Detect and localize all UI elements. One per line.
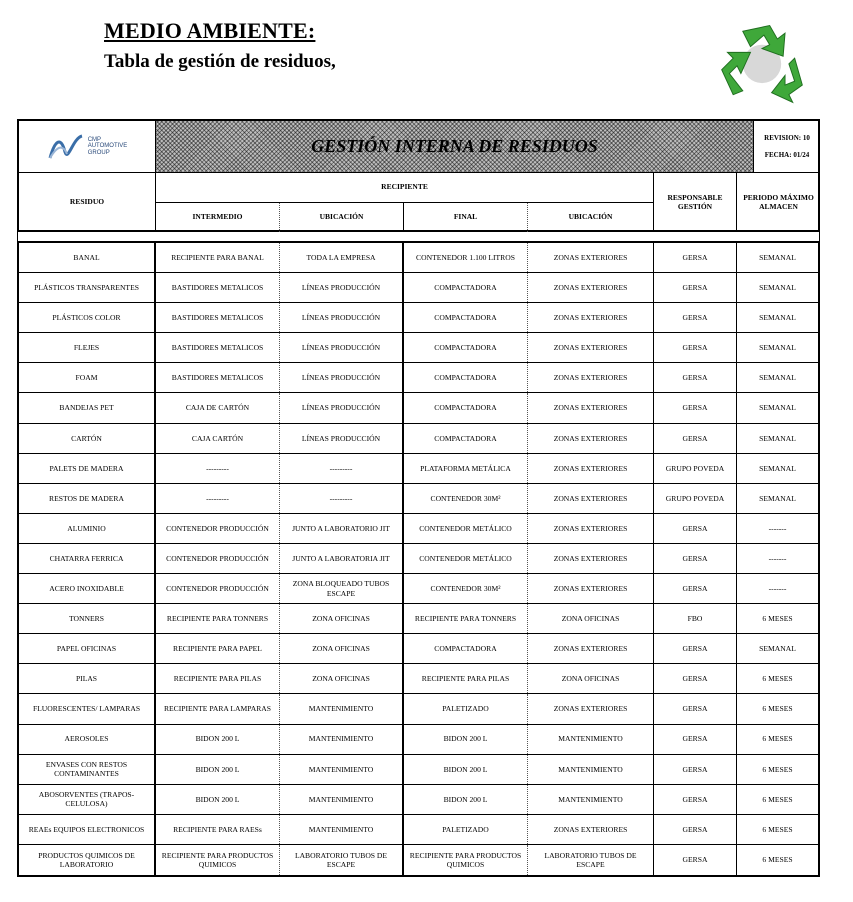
cell-ubicacion-1: ZONA OFICINAS [280, 664, 404, 693]
table-row [19, 393, 818, 423]
cell-ubicacion-1: LABORATORIO TUBOS DE ESCAPE [280, 845, 404, 875]
table-row [19, 845, 818, 875]
cell-ubicacion-1: LÍNEAS PRODUCCIÓN [280, 393, 404, 422]
col-final: FINAL [404, 203, 528, 232]
cell-ubicacion-2: ZONAS EXTERIORES [528, 514, 654, 543]
cell-ubicacion-1: JUNTO A LABORATORIA JIT [280, 544, 404, 573]
table-row [19, 544, 818, 574]
cell-final: CONTENEDOR METÁLICO [404, 544, 528, 573]
page-title: MEDIO AMBIENTE: [104, 18, 316, 43]
cell-ubicacion-1: JUNTO A LABORATORIO JIT [280, 514, 404, 543]
table-row [19, 454, 818, 484]
cell-residuo: PILAS [19, 664, 156, 693]
cell-ubicacion-2: ZONA OFICINAS [528, 664, 654, 693]
cell-periodo: SEMANAL [759, 373, 796, 383]
cell-responsable: GERSA [654, 725, 737, 754]
cell-periodo: 6 MESES [762, 734, 793, 744]
cell-ubicacion-2: ZONAS EXTERIORES [528, 303, 654, 332]
cell-ubicacion-1: MANTENIMIENTO [280, 815, 404, 844]
cell-final: BIDON 200 L [404, 755, 528, 784]
cell-intermedio: BASTIDORES METALICOS [156, 363, 280, 392]
table-row [19, 694, 818, 724]
cell-intermedio: BIDON 200 L [156, 725, 280, 754]
cell-periodo: 6 MESES [762, 674, 793, 684]
cell-intermedio: BASTIDORES METALICOS [156, 333, 280, 362]
cell-periodo: 6 MESES [762, 824, 793, 834]
cell-residuo: ALUMINIO [19, 514, 156, 543]
cell-ubicacion-2: MANTENIMIENTO [528, 755, 654, 784]
cell-ubicacion-2: ZONAS EXTERIORES [528, 243, 654, 272]
cell-final: CONTENEDOR 1.100 LITROS [404, 243, 528, 272]
cell-responsable: GERSA [654, 393, 737, 422]
cell-ubicacion-2: ZONAS EXTERIORES [528, 574, 654, 603]
cell-intermedio: RECIPIENTE PARA PILAS [156, 664, 280, 693]
cell-ubicacion-1: LÍNEAS PRODUCCIÓN [280, 424, 404, 453]
cell-residuo: CARTÓN [19, 424, 156, 453]
revision-label: REVISION: 10 [764, 134, 810, 143]
cell-final: COMPACTADORA [404, 273, 528, 302]
cell-ubicacion-2: MANTENIMIENTO [528, 725, 654, 754]
cell-responsable: FBO [654, 604, 737, 633]
table-row [19, 725, 818, 755]
cell-residuo: ABOSORVENTES (TRAPOS-CELULOSA) [19, 785, 156, 814]
cmp-logo-icon [47, 132, 85, 162]
cell-final: COMPACTADORA [404, 393, 528, 422]
cell-responsable: GERSA [654, 243, 737, 272]
company-logo [19, 121, 156, 172]
cell-ubicacion-2: ZONAS EXTERIORES [528, 815, 654, 844]
fecha-label: FECHA: 01/24 [764, 150, 810, 159]
cell-responsable: GERSA [654, 755, 737, 784]
cell-periodo: SEMANAL [759, 644, 796, 654]
cell-ubicacion-1: MANTENIMIENTO [280, 755, 404, 784]
table-row [19, 755, 818, 785]
cell-intermedio: CAJA CARTÓN [156, 424, 280, 453]
cell-residuo: FOAM [19, 363, 156, 392]
cell-intermedio: CONTENEDOR PRODUCCIÓN [156, 574, 280, 603]
cell-intermedio: BASTIDORES METALICOS [156, 303, 280, 332]
cell-responsable: GERSA [654, 303, 737, 332]
sheet-header [17, 119, 820, 232]
cell-ubicacion-1: LÍNEAS PRODUCCIÓN [280, 303, 404, 332]
cell-final: COMPACTADORA [404, 424, 528, 453]
cell-periodo: SEMANAL [759, 283, 796, 293]
col-residuo: RESIDUO [19, 172, 156, 232]
cell-ubicacion-1: ZONA OFICINAS [280, 634, 404, 663]
cell-responsable: GERSA [654, 694, 737, 723]
table-row [19, 243, 818, 273]
cell-ubicacion-2: ZONAS EXTERIORES [528, 393, 654, 422]
cell-residuo: ENVASES CON RESTOS CONTAMINANTES [19, 755, 156, 784]
cell-responsable: GERSA [654, 514, 737, 543]
banner-title: GESTIÓN INTERNA DE RESIDUOS [311, 136, 598, 157]
cell-final: PALETIZADO [404, 694, 528, 723]
cell-responsable: GERSA [654, 424, 737, 453]
cell-periodo: SEMANAL [759, 433, 796, 443]
cell-ubicacion-1: LÍNEAS PRODUCCIÓN [280, 363, 404, 392]
cell-ubicacion-2: ZONAS EXTERIORES [528, 273, 654, 302]
cell-ubicacion-2: ZONAS EXTERIORES [528, 454, 654, 483]
col-ubicacion-2: UBICACIÓN [528, 203, 654, 232]
cell-final: RECIPIENTE PARA PRODUCTOS QUIMICOS [404, 845, 528, 875]
cell-residuo: ACERO INOXIDABLE [19, 574, 156, 603]
cell-ubicacion-1: MANTENIMIENTO [280, 694, 404, 723]
cell-responsable: GERSA [654, 273, 737, 302]
waste-table-body [17, 241, 820, 877]
cell-responsable: GERSA [654, 845, 737, 875]
cell-responsable: GERSA [654, 634, 737, 663]
cell-intermedio: BASTIDORES METALICOS [156, 273, 280, 302]
table-row [19, 634, 818, 664]
cell-responsable: GERSA [654, 785, 737, 814]
table-row [19, 363, 818, 393]
col-responsable: RESPONSABLE GESTIÓN [654, 172, 737, 232]
cell-ubicacion-1: --------- [280, 484, 404, 513]
cell-intermedio: --------- [156, 454, 280, 483]
cell-ubicacion-2: ZONAS EXTERIORES [528, 484, 654, 513]
sheet-banner [156, 121, 754, 172]
logo-line-3: GROUP [87, 149, 110, 156]
cell-intermedio: BIDON 200 L [156, 755, 280, 784]
cell-ubicacion-2: ZONA OFICINAS [528, 604, 654, 633]
cell-ubicacion-2: ZONAS EXTERIORES [528, 333, 654, 362]
cell-ubicacion-1: ZONA OFICINAS [280, 604, 404, 633]
cell-residuo: FLUORESCENTES/ LAMPARAS [19, 694, 156, 723]
cell-ubicacion-2: LABORATORIO TUBOS DE ESCAPE [528, 845, 654, 875]
cell-residuo: FLEJES [19, 333, 156, 362]
cell-ubicacion-1: MANTENIMIENTO [280, 785, 404, 814]
table-row [19, 785, 818, 815]
cell-intermedio: --------- [156, 484, 280, 513]
cell-residuo: PLÁSTICOS TRANSPARENTES [19, 273, 156, 302]
logo-line-1: CMP [87, 136, 102, 143]
cell-residuo: BANDEJAS PET [19, 393, 156, 422]
cell-periodo: SEMANAL [759, 493, 796, 503]
cell-responsable: GRUPO POVEDA [654, 484, 737, 513]
col-periodo: PERIODO MÁXIMO ALMACEN [737, 172, 820, 232]
cell-intermedio: BIDON 200 L [156, 785, 280, 814]
cell-final: PLATAFORMA METÁLICA [404, 454, 528, 483]
table-row [19, 424, 818, 454]
cell-periodo: ------- [768, 553, 787, 563]
cell-ubicacion-2: MANTENIMIENTO [528, 785, 654, 814]
cell-residuo: PLÁSTICOS COLOR [19, 303, 156, 332]
cell-residuo: AEROSOLES [19, 725, 156, 754]
cell-residuo: REAEs EQUIPOS ELECTRONICOS [19, 815, 156, 844]
cell-responsable: GERSA [654, 574, 737, 603]
cell-ubicacion-1: LÍNEAS PRODUCCIÓN [280, 273, 404, 302]
table-row [19, 484, 818, 514]
cell-intermedio: CONTENEDOR PRODUCCIÓN [156, 544, 280, 573]
cell-ubicacion-1: MANTENIMIENTO [280, 725, 404, 754]
table-row [19, 303, 818, 333]
cell-ubicacion-2: ZONAS EXTERIORES [528, 634, 654, 663]
cell-ubicacion-1: LÍNEAS PRODUCCIÓN [280, 333, 404, 362]
cell-final: PALETIZADO [404, 815, 528, 844]
logo-line-2: AUTOMOTIVE [87, 143, 128, 150]
cell-periodo: SEMANAL [759, 343, 796, 353]
cell-responsable: GERSA [654, 544, 737, 573]
cell-periodo: 6 MESES [762, 704, 793, 714]
header-gap [17, 232, 820, 241]
table-row [19, 815, 818, 845]
cell-ubicacion-1: --------- [280, 454, 404, 483]
cell-residuo: CHATARRA FERRICA [19, 544, 156, 573]
cell-intermedio: CONTENEDOR PRODUCCIÓN [156, 514, 280, 543]
cell-intermedio: RECIPIENTE PARA LAMPARAS [156, 694, 280, 723]
page-subtitle: Tabla de gestión de residuos, [104, 51, 336, 72]
cell-periodo: ------- [768, 584, 787, 594]
cell-final: CONTENEDOR 30M² [404, 484, 528, 513]
cell-periodo: SEMANAL [759, 463, 796, 473]
cell-final: CONTENEDOR METÁLICO [404, 514, 528, 543]
cell-periodo: 6 MESES [762, 764, 793, 774]
table-row [19, 273, 818, 303]
cell-intermedio: CAJA DE CARTÓN [156, 393, 280, 422]
table-row [19, 514, 818, 544]
cell-intermedio: RECIPIENTE PARA TONNERS [156, 604, 280, 633]
cell-periodo: 6 MESES [762, 614, 793, 624]
cell-residuo: PRODUCTOS QUIMICOS DE LABORATORIO [19, 845, 156, 875]
col-ubicacion-1: UBICACIÓN [280, 203, 404, 232]
cell-residuo: BANAL [19, 243, 156, 272]
cell-periodo: 6 MESES [762, 855, 793, 865]
cell-final: COMPACTADORA [404, 303, 528, 332]
cell-final: COMPACTADORA [404, 634, 528, 663]
col-recipiente: RECIPIENTE [156, 172, 654, 203]
cell-intermedio: RECIPIENTE PARA PRODUCTOS QUIMICOS [156, 845, 280, 875]
cell-final: BIDON 200 L [404, 725, 528, 754]
revision-box [754, 121, 820, 172]
cell-residuo: PAPEL OFICINAS [19, 634, 156, 663]
cell-ubicacion-2: ZONAS EXTERIORES [528, 694, 654, 723]
recycle-icon [714, 14, 810, 110]
cell-periodo: SEMANAL [759, 403, 796, 413]
table-row [19, 574, 818, 604]
cell-responsable: GERSA [654, 333, 737, 362]
cell-final: RECIPIENTE PARA PILAS [404, 664, 528, 693]
cell-final: CONTENEDOR 30M² [404, 574, 528, 603]
cell-ubicacion-1: TODA LA EMPRESA [280, 243, 404, 272]
cell-responsable: GRUPO POVEDA [654, 454, 737, 483]
cell-residuo: RESTOS DE MADERA [19, 484, 156, 513]
cell-final: RECIPIENTE PARA TONNERS [404, 604, 528, 633]
cell-responsable: GERSA [654, 815, 737, 844]
cell-residuo: TONNERS [19, 604, 156, 633]
waste-management-sheet [17, 119, 820, 877]
cell-final: BIDON 200 L [404, 785, 528, 814]
table-row [19, 664, 818, 694]
cell-periodo: SEMANAL [759, 313, 796, 323]
cell-ubicacion-2: ZONAS EXTERIORES [528, 424, 654, 453]
table-row [19, 333, 818, 363]
cell-residuo: PALETS DE MADERA [19, 454, 156, 483]
cell-final: COMPACTADORA [404, 333, 528, 362]
cell-periodo: 6 MESES [762, 794, 793, 804]
cell-periodo: ------- [768, 523, 787, 533]
col-intermedio: INTERMEDIO [156, 203, 280, 232]
cell-ubicacion-2: ZONAS EXTERIORES [528, 544, 654, 573]
table-row [19, 604, 818, 634]
cell-periodo: SEMANAL [759, 252, 796, 262]
cell-responsable: GERSA [654, 363, 737, 392]
cell-final: COMPACTADORA [404, 363, 528, 392]
cell-intermedio: RECIPIENTE PARA PAPEL [156, 634, 280, 663]
cell-responsable: GERSA [654, 664, 737, 693]
cell-intermedio: RECIPIENTE PARA RAESs [156, 815, 280, 844]
cell-ubicacion-1: ZONA BLOQUEADO TUBOS ESCAPE [280, 574, 404, 603]
cell-ubicacion-2: ZONAS EXTERIORES [528, 363, 654, 392]
cell-intermedio: RECIPIENTE PARA BANAL [156, 243, 280, 272]
